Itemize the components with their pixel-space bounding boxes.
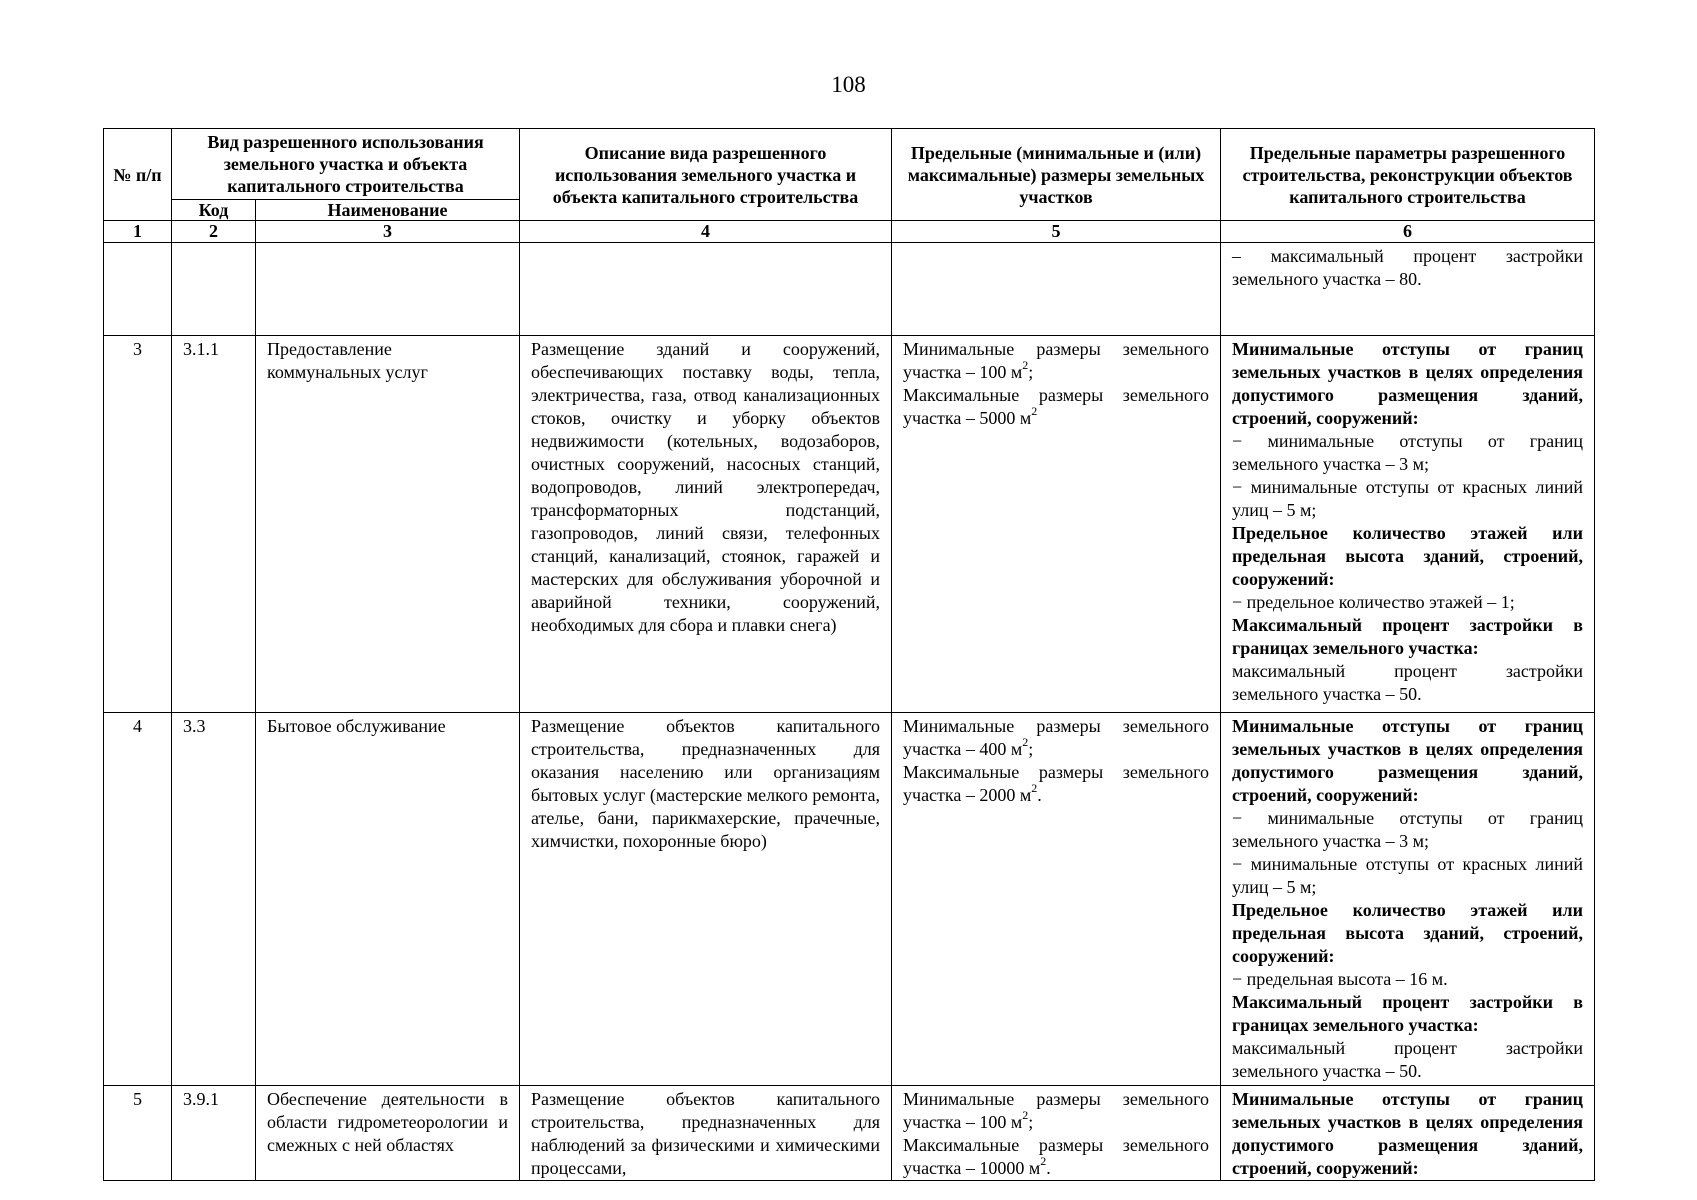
floors-title: Предельное количество этажей или предельная высота зданий, строений, сооружений: bbox=[1232, 523, 1584, 589]
coverage-title: Максимальный процент застройки в границах земельного участка: bbox=[1232, 992, 1584, 1035]
coverage-value: – максимальный процент застройки земельного участка – 80. bbox=[1232, 246, 1584, 289]
row-name: Бытовое обслуживание bbox=[256, 713, 520, 1086]
offset-boundary: − минимальные отступы от границ земельного участка – 3 м; bbox=[1232, 431, 1584, 474]
plot-size-min-text: Минимальные размеры земельного участка – 100 м bbox=[903, 1089, 1210, 1132]
row-code: 3.3 bbox=[172, 713, 256, 1086]
row-description: Размещение зданий и сооружений, обеспечивающих поставку воды, тепла, электричества, газа, отвод канализационных стоков, очистку и уборку объектов недвижимости (котельных, водозаборов, очистных сооружений, насосных станций, водопроводов, линий электропередач, трансформаторных подстанций, газопроводов, линий связи, телефонных станций, канализаций, стоянок, гаражей и мастерских для обслуживания уборочной и аварийной техники, сооружений, необходимых для сбора и плавки снега) bbox=[520, 336, 892, 713]
offsets-title: Минимальные отступы от границ земельных участков в целях определения допустимого размещения зданий, строений, сооружений: bbox=[1232, 716, 1584, 805]
row-number: 3 bbox=[104, 336, 172, 713]
table-row bbox=[104, 243, 1595, 336]
coverage-value: максимальный процент застройки земельного участка – 50. bbox=[1232, 1038, 1584, 1081]
offset-red-lines: − минимальные отступы от красных линий улиц – 5 м; bbox=[1232, 477, 1584, 520]
row-build-params bbox=[1221, 1086, 1595, 1181]
coverage-value: максимальный процент застройки земельного участка – 50. bbox=[1232, 661, 1584, 704]
table-header-row bbox=[104, 129, 1595, 200]
plot-size-max bbox=[903, 384, 1209, 430]
plot-size-max bbox=[903, 761, 1209, 807]
unit-exponent: 2 bbox=[1040, 1154, 1047, 1168]
punctuation: ; bbox=[1028, 739, 1034, 759]
plot-size-max bbox=[903, 1134, 1209, 1180]
floors-title: Предельное количество этажей или предельная высота зданий, строений, сооружений: bbox=[1232, 900, 1584, 966]
column-number-row bbox=[104, 221, 1595, 243]
offset-boundary: − минимальные отступы от границ земельного участка – 3 м; bbox=[1232, 808, 1584, 851]
row-name: Обеспечение деятельности в области гидрометеорологии и смежных с ней областях bbox=[256, 1086, 520, 1181]
row-plot-size bbox=[892, 336, 1221, 713]
row-code: 3.1.1 bbox=[172, 336, 256, 713]
plot-size-min bbox=[903, 715, 1209, 761]
column-number: 6 bbox=[1221, 221, 1595, 243]
row-plot-size bbox=[892, 713, 1221, 1086]
punctuation: . bbox=[1037, 785, 1042, 805]
header-name: Наименование bbox=[256, 200, 520, 221]
row-number bbox=[104, 243, 172, 336]
punctuation: ; bbox=[1028, 362, 1034, 382]
plot-size-max-text: Максимальные размеры земельного участка – 5000 м bbox=[903, 385, 1210, 428]
unit-exponent: 2 bbox=[1022, 1108, 1029, 1122]
plot-size-max-text: Максимальные размеры земельного участка – 2000 м bbox=[903, 762, 1210, 805]
floors-value: − предельное количество этажей – 1; bbox=[1232, 592, 1515, 612]
header-plot-size: Предельные (минимальные и (или) максимальные) размеры земельных участков bbox=[892, 129, 1221, 221]
row-name bbox=[256, 243, 520, 336]
column-number: 5 bbox=[892, 221, 1221, 243]
offsets-title: Минимальные отступы от границ земельных участков в целях определения допустимого размещения зданий, строений, сооружений: bbox=[1232, 339, 1584, 428]
unit-exponent: 2 bbox=[1022, 735, 1029, 749]
land-use-regulations-table bbox=[103, 128, 1595, 1181]
row-name: Предоставление коммунальных услуг bbox=[256, 336, 520, 713]
table-row bbox=[104, 336, 1595, 713]
header-number: № п/п bbox=[104, 129, 172, 221]
punctuation: ; bbox=[1028, 1112, 1034, 1132]
column-number: 1 bbox=[104, 221, 172, 243]
unit-exponent: 2 bbox=[1031, 781, 1038, 795]
table-row bbox=[104, 1086, 1595, 1181]
row-build-params bbox=[1221, 243, 1595, 336]
page-number: 108 bbox=[831, 72, 866, 97]
row-build-params bbox=[1221, 336, 1595, 713]
row-plot-size bbox=[892, 1086, 1221, 1181]
row-number: 4 bbox=[104, 713, 172, 1086]
unit-exponent: 2 bbox=[1022, 358, 1029, 372]
plot-size-min bbox=[903, 1088, 1209, 1134]
offsets-title: Минимальные отступы от границ земельных участков в целях определения допустимого размещения зданий, строений, сооружений: bbox=[1232, 1089, 1584, 1178]
header-use-type-group: Вид разрешенного использования земельного участка и объекта капитального строительства bbox=[172, 129, 520, 200]
column-number: 4 bbox=[520, 221, 892, 243]
offset-red-lines: − минимальные отступы от красных линий улиц – 5 м; bbox=[1232, 854, 1584, 897]
header-code: Код bbox=[172, 200, 256, 221]
plot-size-min-text: Минимальные размеры земельного участка – 400 м bbox=[903, 716, 1210, 759]
row-code bbox=[172, 243, 256, 336]
plot-size-min bbox=[903, 338, 1209, 384]
punctuation: . bbox=[1046, 1158, 1051, 1178]
row-description: Размещение объектов капитального строительства, предназначенных для оказания населению или организациям бытовых услуг (мастерские мелкого ремонта, ателье, бани, парикмахерские, прачечные, химчистки, похоронные бюро) bbox=[520, 713, 892, 1086]
row-description bbox=[520, 243, 892, 336]
column-number: 2 bbox=[172, 221, 256, 243]
plot-size-max-text: Максимальные размеры земельного участка – 10000 м bbox=[903, 1135, 1210, 1178]
table-row bbox=[104, 713, 1595, 1086]
column-number: 3 bbox=[256, 221, 520, 243]
row-number: 5 bbox=[104, 1086, 172, 1181]
header-description: Описание вида разрешенного использования земельного участка и объекта капитального строительства bbox=[520, 129, 892, 221]
row-description: Размещение объектов капитального строительства, предназначенных для наблюдений за физическими и химическими процессами, bbox=[520, 1086, 892, 1181]
plot-size-min-text: Минимальные размеры земельного участка – 100 м bbox=[903, 339, 1210, 382]
row-build-params bbox=[1221, 713, 1595, 1086]
floors-value: − предельная высота – 16 м. bbox=[1232, 969, 1448, 989]
row-plot-size bbox=[892, 243, 1221, 336]
unit-exponent: 2 bbox=[1031, 404, 1038, 418]
header-build-params: Предельные параметры разрешенного строительства, реконструкции объектов капитального строительства bbox=[1221, 129, 1595, 221]
row-code: 3.9.1 bbox=[172, 1086, 256, 1181]
coverage-title: Максимальный процент застройки в границах земельного участка: bbox=[1232, 615, 1584, 658]
